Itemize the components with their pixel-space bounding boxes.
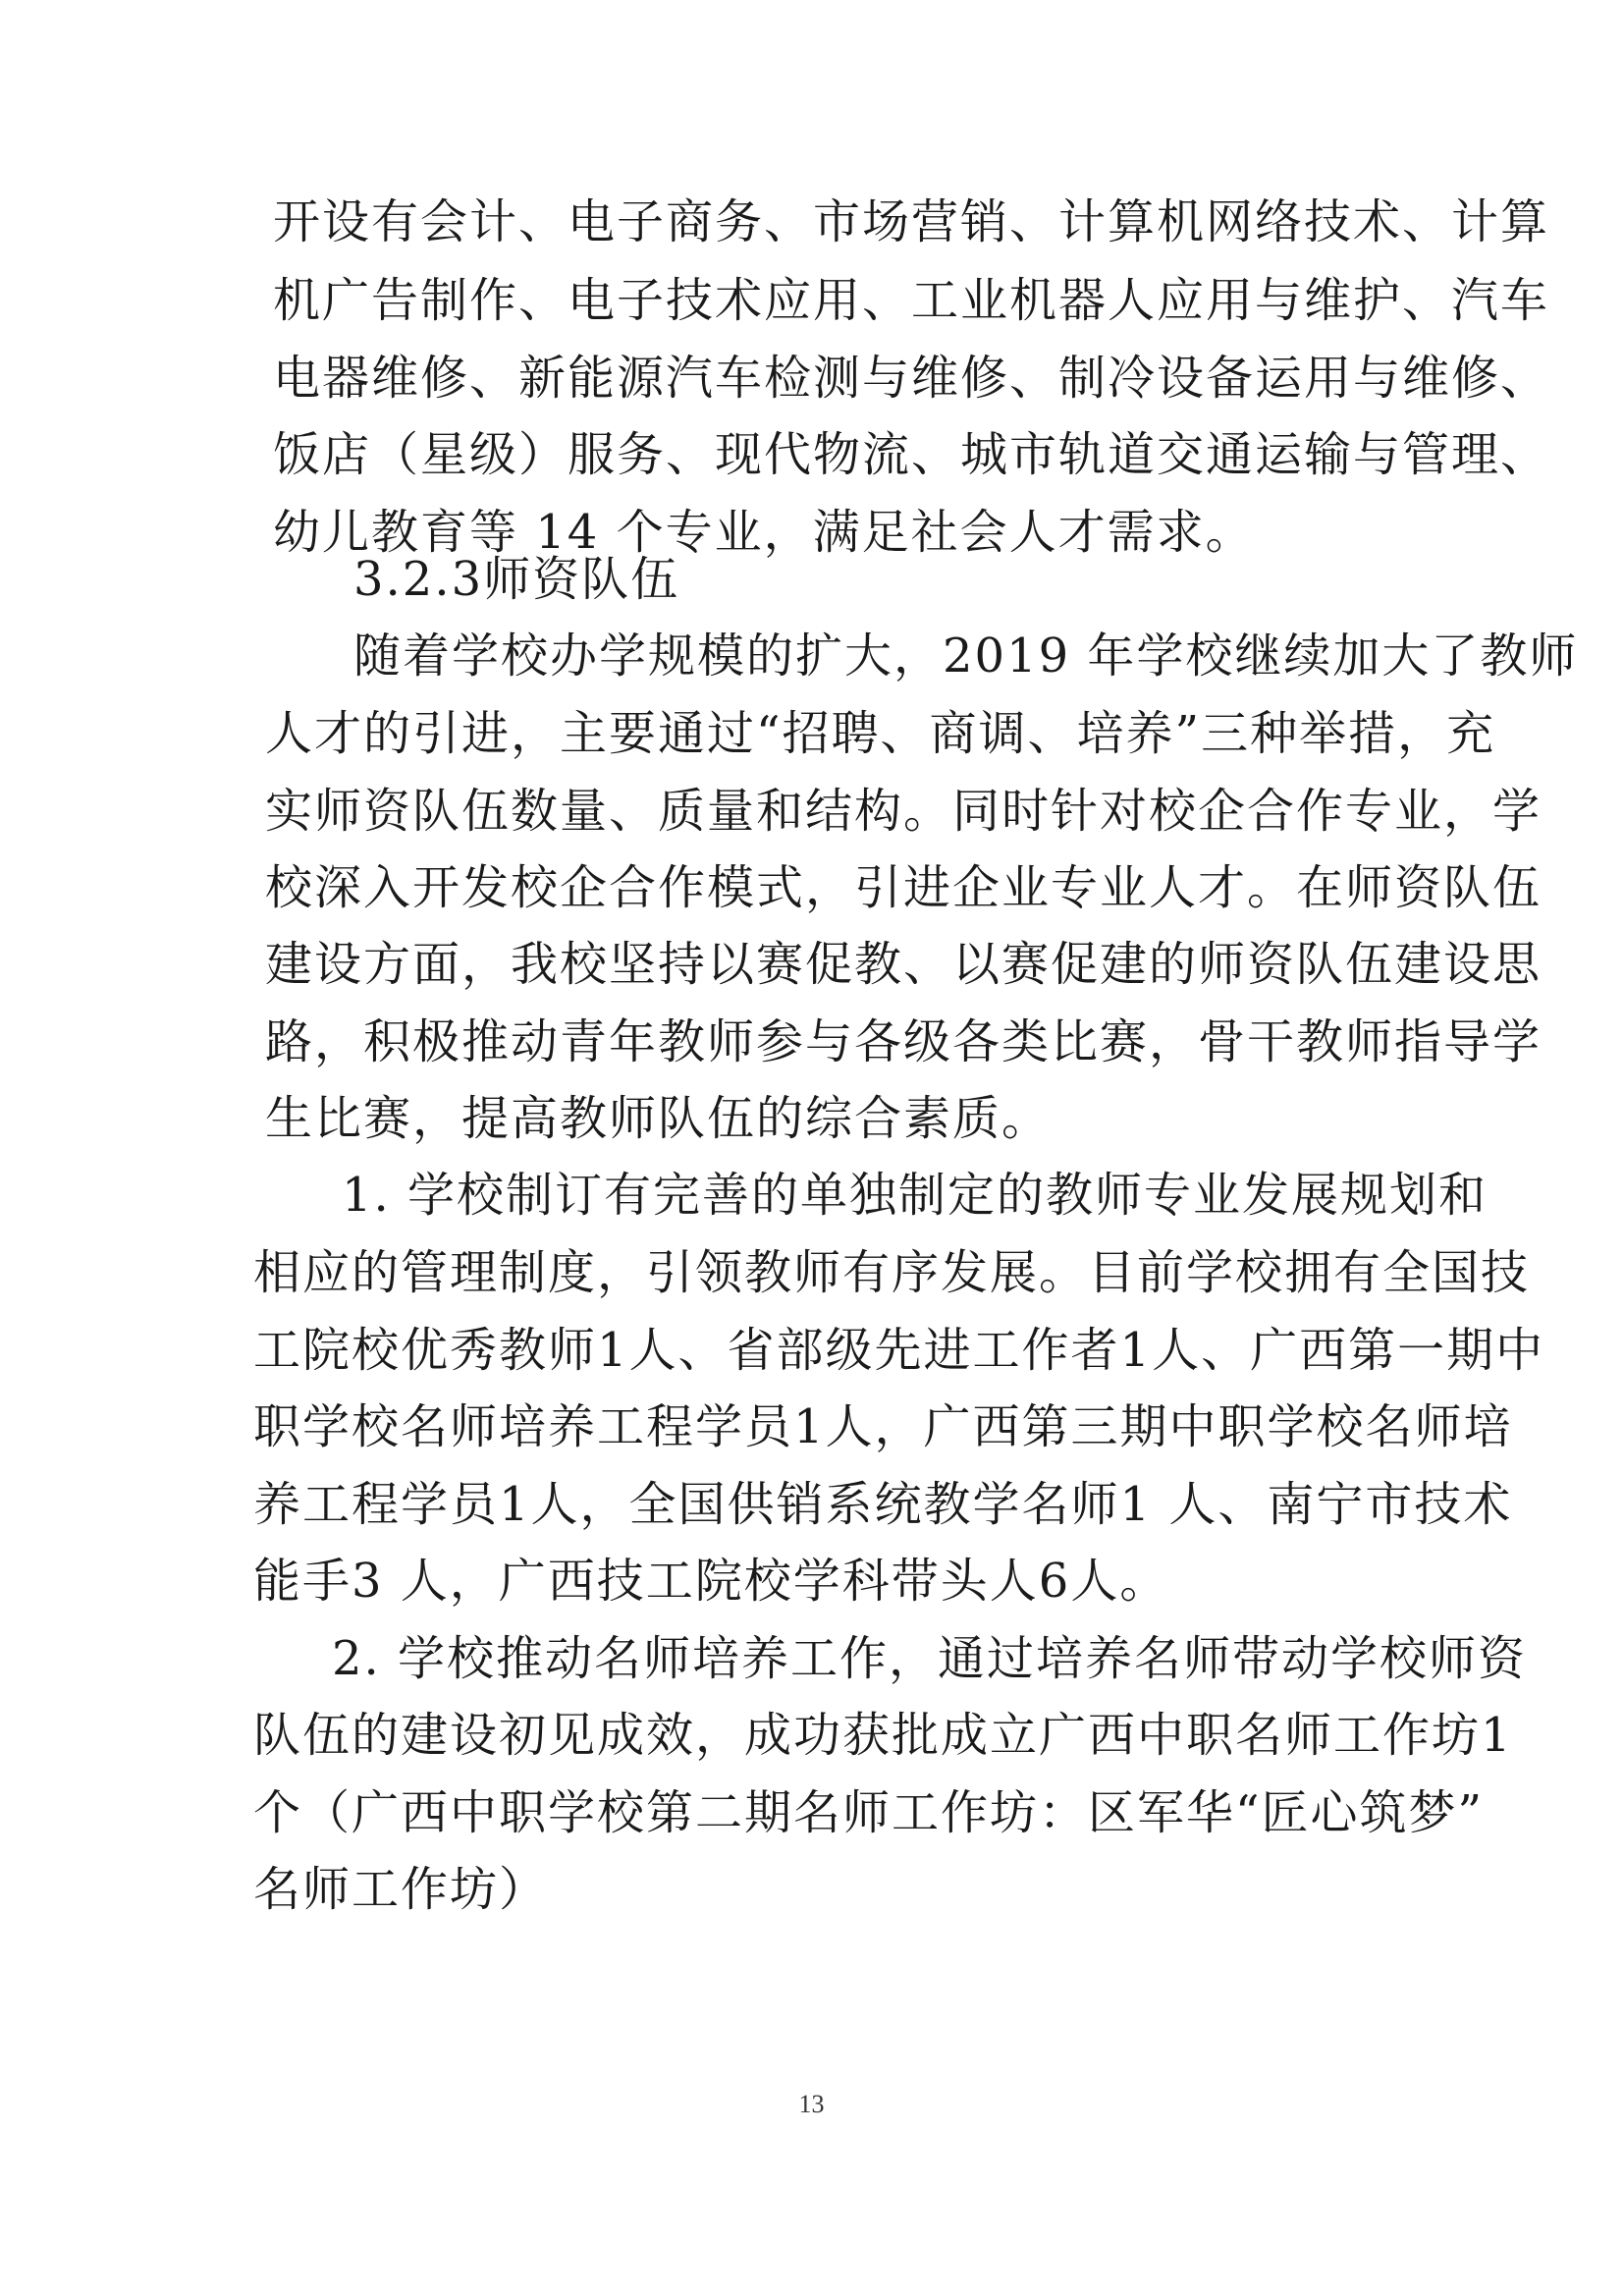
paragraph-3-line-3: 工院校优秀教师1人、省部级先进工作者1人、广西第一期中: [253, 1323, 1545, 1378]
paragraph-1-line-3: 电器维修、新能源汽车检测与维修、制冷设备运用与维修、: [273, 351, 1550, 406]
paragraph-3-line-6: 能手3 人，广西技工院校学科带头人6人。: [253, 1554, 1169, 1609]
paragraph-4-line-1: 2. 学校推动名师培养工作，通过培养名师带动学校师资: [332, 1631, 1528, 1686]
paragraph-1-line-4: 饭店（星级）服务、现代物流、城市轨道交通运输与管理、: [273, 427, 1550, 482]
paragraph-4-line-2: 队伍的建设初见成效，成功获批成立广西中职名师工作坊1: [253, 1708, 1513, 1763]
paragraph-1-line-2: 机广告制作、电子技术应用、工业机器人应用与维护、汽车: [273, 273, 1550, 328]
section-heading: 3.2.3师资队伍: [353, 552, 680, 607]
paragraph-2-line-4: 校深入开发校企合作模式，引进企业专业人才。在师资队伍: [265, 860, 1542, 915]
paragraph-4-line-4: 名师工作坊）: [253, 1862, 549, 1917]
paragraph-2-line-7: 生比赛，提高教师队伍的综合素质。: [265, 1091, 1052, 1146]
paragraph-3-line-5: 养工程学员1人，全国供销系统教学名师1 人、南宁市技术: [253, 1477, 1513, 1532]
paragraph-2-line-6: 路，积极推动青年教师参与各级各类比赛，骨干教师指导学: [265, 1014, 1542, 1069]
page-number: 13: [798, 2090, 825, 2118]
paragraph-2-line-3: 实师资队伍数量、质量和结构。同时针对校企合作专业，学: [265, 784, 1542, 839]
paragraph-1-line-1: 开设有会计、电子商务、市场营销、计算机网络技术、计算: [273, 194, 1550, 249]
paragraph-4-line-3: 个（广西中职学校第二期名师工作坊：区军华“匠心筑梦”: [253, 1785, 1485, 1840]
paragraph-2-line-5: 建设方面，我校坚持以赛促教、以赛促建的师资队伍建设思: [265, 937, 1542, 992]
paragraph-2-line-2: 人才的引进，主要通过“招聘、商调、培养”三种举措，充: [265, 706, 1496, 761]
paragraph-1-line-5: 幼儿教育等 14 个专业，满足社会人才需求。: [273, 505, 1255, 560]
paragraph-3-line-4: 职学校名师培养工程学员1人，广西第三期中职学校名师培: [253, 1399, 1513, 1454]
paragraph-3-line-1: 1. 学校制订有完善的单独制定的教师专业发展规划和: [342, 1168, 1488, 1223]
paragraph-3-line-2: 相应的管理制度，引领教师有序发展。目前学校拥有全国技: [253, 1245, 1531, 1300]
paragraph-2-line-1: 随着学校办学规模的扩大，2019 年学校继续加大了教师: [353, 629, 1579, 683]
